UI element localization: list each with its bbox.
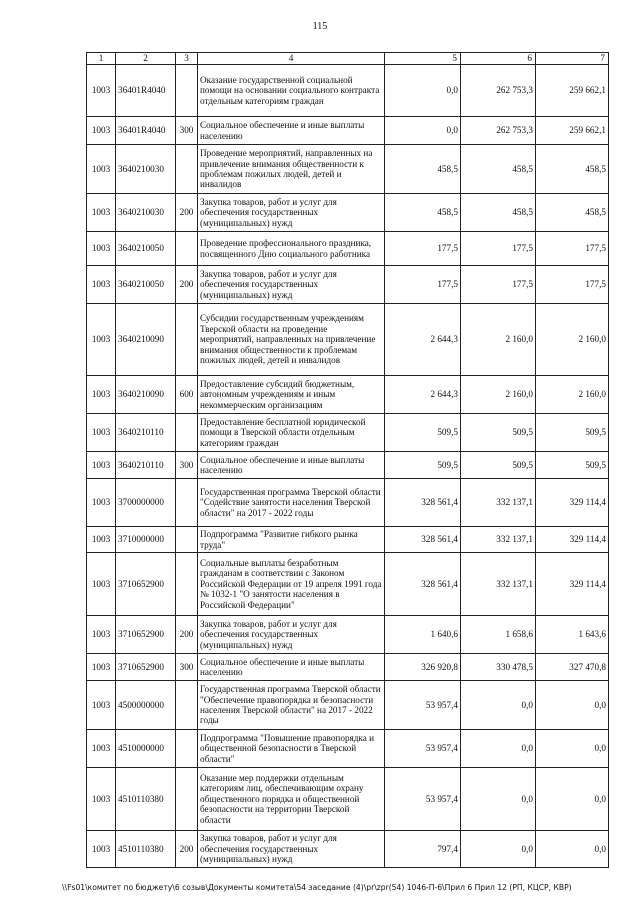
- amount-col-6: 458,5: [461, 145, 536, 194]
- amount-col-7: 177,5: [536, 232, 609, 266]
- section-code: 1003: [87, 681, 116, 730]
- amount-col-5: 1 640,6: [385, 616, 461, 654]
- amount-col-5: 0,0: [385, 117, 461, 145]
- item-description: Социальное обеспечение и иные выплаты населению: [198, 452, 385, 479]
- expense-type-code: 200: [176, 266, 198, 304]
- amount-col-6: 332 137,1: [461, 553, 536, 616]
- amount-col-5: 797,4: [385, 831, 461, 868]
- amount-col-7: 509,5: [536, 452, 609, 479]
- table-row: [87, 194, 609, 232]
- amount-col-7: 2 160,0: [536, 376, 609, 414]
- section-code: 1003: [87, 527, 116, 553]
- section-code: 1003: [87, 194, 116, 232]
- target-article-code: 4510110380: [116, 831, 176, 868]
- amount-col-6: 0,0: [461, 768, 536, 831]
- page-number: 115: [312, 21, 328, 32]
- table-row: [87, 266, 609, 304]
- section-code: 1003: [87, 616, 116, 654]
- column-header: 4: [198, 53, 385, 65]
- column-header: 2: [116, 53, 176, 65]
- table-row: [87, 145, 609, 194]
- section-code: 1003: [87, 768, 116, 831]
- amount-col-5: 53 957,4: [385, 730, 461, 768]
- target-article-code: 4500000000: [116, 681, 176, 730]
- table-row: [87, 232, 609, 266]
- section-code: 1003: [87, 376, 116, 414]
- expense-type-code: [176, 730, 198, 768]
- amount-col-7: 259 662,1: [536, 65, 609, 117]
- item-description: Субсидии государственным учреждениям Тверской области на проведение мероприятий, направленных на привлечение внимания общественности к проблемам пожилых людей, детей и инвалидов: [198, 304, 385, 376]
- expense-type-code: [176, 232, 198, 266]
- expense-type-code: [176, 145, 198, 194]
- amount-col-6: 0,0: [461, 730, 536, 768]
- item-description: Закупка товаров, работ и услуг для обеспечения государственных (муниципальных) нужд: [198, 831, 385, 868]
- section-code: 1003: [87, 65, 116, 117]
- amount-col-7: 0,0: [536, 730, 609, 768]
- section-code: 1003: [87, 232, 116, 266]
- target-article-code: 36401R4040: [116, 65, 176, 117]
- amount-col-7: 509,5: [536, 414, 609, 452]
- amount-col-6: 262 753,3: [461, 65, 536, 117]
- item-description: Социальное обеспечение и иные выплаты населению: [198, 654, 385, 681]
- amount-col-6: 332 137,1: [461, 527, 536, 553]
- item-description: Оказание мер поддержки отдельным категориям лиц, обеспечивающим охрану общественного порядка и общественной безопасности на территории Тверской области: [198, 768, 385, 831]
- target-article-code: 4510110380: [116, 768, 176, 831]
- target-article-code: 3710652900: [116, 616, 176, 654]
- item-description: Подпрограмма "Повышение правопорядка и общественной безопасности в Тверской области": [198, 730, 385, 768]
- amount-col-5: 458,5: [385, 194, 461, 232]
- item-description: Государственная программа Тверской области "Обеспечение правопорядка и безопасности населения Тверской области" на 2017 - 2022 годы: [198, 681, 385, 730]
- table-row: [87, 527, 609, 553]
- section-code: 1003: [87, 654, 116, 681]
- expense-type-code: [176, 65, 198, 117]
- footer-file-path: \\Fs01\комитет по бюджету\6 созыв\Документы комитета\54 заседание (4)\pr\zpr(54) 1046-П-6\Прил 6 Прил 12 (РП, КЦСР, КВР): [62, 883, 572, 892]
- table-row: [87, 452, 609, 479]
- table-row: [87, 65, 609, 117]
- amount-col-6: 177,5: [461, 266, 536, 304]
- target-article-code: 3640210090: [116, 304, 176, 376]
- table-row: [87, 831, 609, 868]
- expense-type-code: 300: [176, 654, 198, 681]
- expense-type-code: 200: [176, 831, 198, 868]
- amount-col-7: 1 643,6: [536, 616, 609, 654]
- table-row: [87, 479, 609, 527]
- target-article-code: 3700000000: [116, 479, 176, 527]
- section-code: 1003: [87, 414, 116, 452]
- item-description: Государственная программа Тверской области "Содействие занятости населения Тверской области" на 2017 - 2022 годы: [198, 479, 385, 527]
- expense-type-code: [176, 527, 198, 553]
- amount-col-5: 53 957,4: [385, 681, 461, 730]
- amount-col-6: 1 658,6: [461, 616, 536, 654]
- amount-col-5: 509,5: [385, 414, 461, 452]
- amount-col-7: 329 114,4: [536, 553, 609, 616]
- amount-col-6: 332 137,1: [461, 479, 536, 527]
- expense-type-code: 200: [176, 616, 198, 654]
- expense-type-code: [176, 414, 198, 452]
- item-description: Закупка товаров, работ и услуг для обеспечения государственных (муниципальных) нужд: [198, 266, 385, 304]
- amount-col-5: 458,5: [385, 145, 461, 194]
- table-row: [87, 376, 609, 414]
- amount-col-5: 328 561,4: [385, 527, 461, 553]
- column-header: 7: [536, 53, 609, 65]
- amount-col-5: 53 957,4: [385, 768, 461, 831]
- item-description: Оказание государственной социальной помощи на основании социального контракта отдельным категориям граждан: [198, 65, 385, 117]
- item-description: Предоставление субсидий бюджетным, автономным учреждениям и иным некоммерческим организациям: [198, 376, 385, 414]
- amount-col-6: 262 753,3: [461, 117, 536, 145]
- table-row: [87, 616, 609, 654]
- amount-col-7: 327 470,8: [536, 654, 609, 681]
- expense-type-code: 300: [176, 117, 198, 145]
- amount-col-7: 329 114,4: [536, 527, 609, 553]
- expense-type-code: [176, 553, 198, 616]
- target-article-code: 3640210050: [116, 266, 176, 304]
- amount-col-6: 509,5: [461, 452, 536, 479]
- amount-col-6: 509,5: [461, 414, 536, 452]
- expense-type-code: [176, 304, 198, 376]
- target-article-code: 36401R4040: [116, 117, 176, 145]
- target-article-code: 3640210090: [116, 376, 176, 414]
- amount-col-6: 330 478,5: [461, 654, 536, 681]
- amount-col-7: 458,5: [536, 194, 609, 232]
- table-row: [87, 117, 609, 145]
- amount-col-5: 177,5: [385, 232, 461, 266]
- target-article-code: 3710652900: [116, 654, 176, 681]
- budget-table: [86, 52, 609, 868]
- amount-col-6: 2 160,0: [461, 304, 536, 376]
- item-description: Предоставление бесплатной юридической помощи в Тверской области отдельным категориям граждан: [198, 414, 385, 452]
- column-header: 5: [385, 53, 461, 65]
- table-row: [87, 414, 609, 452]
- section-code: 1003: [87, 145, 116, 194]
- amount-col-6: 0,0: [461, 681, 536, 730]
- amount-col-5: 0,0: [385, 65, 461, 117]
- target-article-code: 3640210050: [116, 232, 176, 266]
- amount-col-6: 2 160,0: [461, 376, 536, 414]
- section-code: 1003: [87, 479, 116, 527]
- amount-col-5: 2 644,3: [385, 304, 461, 376]
- amount-col-7: 329 114,4: [536, 479, 609, 527]
- item-description: Социальные выплаты безработным гражданам в соответствии с Законом Российской Федерации от 19 апреля 1991 года № 1032-1 "О занятости населения в Российской Федерации": [198, 553, 385, 616]
- amount-col-7: 2 160,0: [536, 304, 609, 376]
- amount-col-5: 177,5: [385, 266, 461, 304]
- amount-col-7: 458,5: [536, 145, 609, 194]
- table-row: [87, 681, 609, 730]
- column-header: 3: [176, 53, 198, 65]
- section-code: 1003: [87, 304, 116, 376]
- amount-col-7: 0,0: [536, 831, 609, 868]
- item-description: Закупка товаров, работ и услуг для обеспечения государственных (муниципальных) нужд: [198, 616, 385, 654]
- column-header: 1: [87, 53, 116, 65]
- section-code: 1003: [87, 117, 116, 145]
- section-code: 1003: [87, 553, 116, 616]
- target-article-code: 4510000000: [116, 730, 176, 768]
- target-article-code: 3640210030: [116, 145, 176, 194]
- amount-col-7: 0,0: [536, 681, 609, 730]
- section-code: 1003: [87, 831, 116, 868]
- amount-col-6: 0,0: [461, 831, 536, 868]
- amount-col-5: 328 561,4: [385, 553, 461, 616]
- section-code: 1003: [87, 452, 116, 479]
- amount-col-5: 509,5: [385, 452, 461, 479]
- section-code: 1003: [87, 266, 116, 304]
- table-row: [87, 304, 609, 376]
- expense-type-code: 300: [176, 452, 198, 479]
- target-article-code: 3640210110: [116, 452, 176, 479]
- section-code: 1003: [87, 730, 116, 768]
- table-row: [87, 730, 609, 768]
- amount-col-6: 177,5: [461, 232, 536, 266]
- column-header: 6: [461, 53, 536, 65]
- amount-col-5: 326 920,8: [385, 654, 461, 681]
- target-article-code: 3710000000: [116, 527, 176, 553]
- expense-type-code: [176, 768, 198, 831]
- amount-col-7: 0,0: [536, 768, 609, 831]
- amount-col-5: 328 561,4: [385, 479, 461, 527]
- table-row: [87, 768, 609, 831]
- table-header-row: [87, 53, 609, 65]
- target-article-code: 3710652900: [116, 553, 176, 616]
- item-description: Социальное обеспечение и иные выплаты населению: [198, 117, 385, 145]
- item-description: Подпрограмма "Развитие гибкого рынка труда": [198, 527, 385, 553]
- amount-col-5: 2 644,3: [385, 376, 461, 414]
- table-row: [87, 553, 609, 616]
- expense-type-code: 200: [176, 194, 198, 232]
- item-description: Проведение профессионального праздника, посвященного Дню социального работника: [198, 232, 385, 266]
- item-description: Проведение мероприятий, направленных на привлечение внимания общественности к проблемам пожилых людей, детей и инвалидов: [198, 145, 385, 194]
- item-description: Закупка товаров, работ и услуг для обеспечения государственных (муниципальных) нужд: [198, 194, 385, 232]
- table-row: [87, 654, 609, 681]
- amount-col-7: 177,5: [536, 266, 609, 304]
- amount-col-6: 458,5: [461, 194, 536, 232]
- expense-type-code: [176, 479, 198, 527]
- expense-type-code: 600: [176, 376, 198, 414]
- amount-col-7: 259 662,1: [536, 117, 609, 145]
- target-article-code: 3640210110: [116, 414, 176, 452]
- target-article-code: 3640210030: [116, 194, 176, 232]
- expense-type-code: [176, 681, 198, 730]
